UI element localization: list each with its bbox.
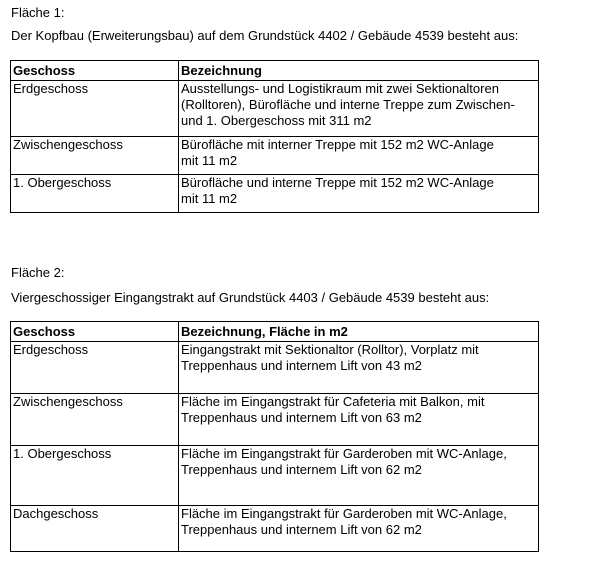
- description-line: mit 11 m2: [181, 191, 238, 206]
- floor-cell: Dachgeschoss: [11, 506, 179, 552]
- description-cell: [179, 175, 539, 213]
- table-header-row: [11, 61, 539, 81]
- table-row: [11, 342, 539, 394]
- description-line: Bürofläche und interne Treppe mit 152 m2 WC-Anlage: [181, 175, 494, 190]
- section2-table: [10, 321, 539, 552]
- description-line: Fläche im Eingangstrakt für Garderoben mit WC-Anlage,: [181, 446, 507, 461]
- section1-table: [10, 60, 539, 213]
- header-geschoss: Geschoss: [11, 322, 179, 342]
- description-line: Fläche im Eingangstrakt für Garderoben mit WC-Anlage,: [181, 506, 507, 521]
- description-line: Fläche im Eingangstrakt für Cafeteria mit Balkon, mit: [181, 394, 485, 409]
- table-row: [11, 506, 539, 552]
- table-row: [11, 446, 539, 506]
- description-line: und 1. Obergeschoss mit 311 m2: [181, 113, 372, 128]
- floor-cell: 1. Obergeschoss: [11, 446, 179, 506]
- header-bezeichnung: Bezeichnung, Fläche in m2: [179, 322, 539, 342]
- section2-heading: Fläche 2:: [11, 265, 65, 280]
- description-line: mit 11 m2: [181, 153, 238, 168]
- header-geschoss: Geschoss: [11, 61, 179, 81]
- section2-intro: Viergeschossiger Eingangstrakt auf Grundstück 4403 / Gebäude 4539 besteht aus:: [11, 290, 490, 305]
- floor-cell: 1. Obergeschoss: [11, 175, 179, 213]
- description-line: Treppenhaus und internem Lift von 62 m2: [181, 522, 422, 537]
- description-line: Bürofläche mit interner Treppe mit 152 m2 WC-Anlage: [181, 137, 494, 152]
- description-cell: [179, 137, 539, 175]
- description-cell: [179, 342, 539, 394]
- description-cell: [179, 506, 539, 552]
- description-cell: [179, 446, 539, 506]
- description-cell: [179, 81, 539, 137]
- table-row: [11, 394, 539, 446]
- floor-cell: Erdgeschoss: [11, 81, 179, 137]
- description-line: Treppenhaus und internem Lift von 43 m2: [181, 358, 422, 373]
- description-line: Treppenhaus und internem Lift von 63 m2: [181, 410, 422, 425]
- description-line: Eingangstrakt mit Sektionaltor (Rolltor), Vorplatz mit: [181, 342, 479, 357]
- description-line: Treppenhaus und internem Lift von 62 m2: [181, 462, 422, 477]
- floor-cell: Erdgeschoss: [11, 342, 179, 394]
- description-cell: [179, 394, 539, 446]
- floor-cell: Zwischengeschoss: [11, 137, 179, 175]
- header-bezeichnung: Bezeichnung: [179, 61, 539, 81]
- section1-intro: Der Kopfbau (Erweiterungsbau) auf dem Grundstück 4402 / Gebäude 4539 besteht aus:: [11, 28, 519, 43]
- table-header-row: [11, 322, 539, 342]
- table-row: [11, 175, 539, 213]
- description-line: Ausstellungs- und Logistikraum mit zwei Sektionaltoren: [181, 81, 499, 96]
- section1-heading: Fläche 1:: [11, 5, 65, 20]
- table-row: [11, 81, 539, 137]
- description-line: (Rolltoren), Bürofläche und interne Treppe zum Zwischen-: [181, 97, 515, 112]
- table-row: [11, 137, 539, 175]
- floor-cell: Zwischengeschoss: [11, 394, 179, 446]
